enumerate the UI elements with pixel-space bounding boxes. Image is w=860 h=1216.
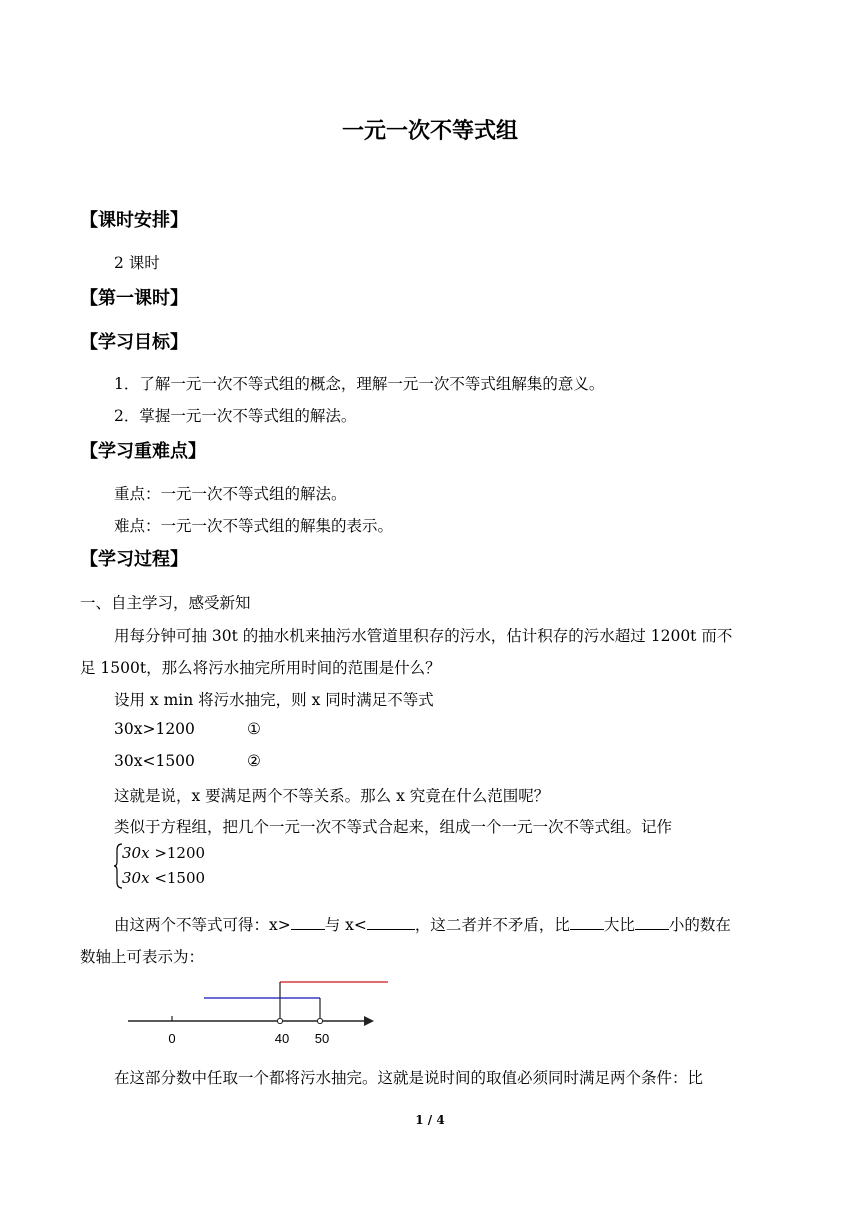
system-line-2-rest: <1500 (149, 869, 206, 887)
document-title: 一元一次不等式组 (341, 119, 518, 144)
p5-part-d: 大比 (603, 916, 635, 934)
label-40: 40 (274, 1031, 290, 1046)
system-line-2 (122, 869, 205, 887)
inequality-1-mark: ① (247, 720, 261, 738)
answer-blank-2[interactable] (367, 915, 415, 930)
p5-part-c: ，这二者并不矛盾，比 (414, 916, 570, 934)
system-line-2-term: 30x (122, 869, 150, 887)
system-line-1-rest: >1200 (149, 844, 206, 862)
heading-keypoints: 【学习重难点】 (80, 441, 206, 462)
axis-arrow-icon (364, 1016, 374, 1026)
heading-lesson-one: 【第一课时】 (80, 288, 188, 309)
part-one-heading: 一、自主学习，感受新知 (80, 594, 251, 612)
paragraph-1-line-1: 用每分钟可抽 30t 的抽水机来抽污水管道里积存的污水，估计积存的污水超过 1200t 而不 (114, 627, 733, 645)
key-point: 重点：一元一次不等式组的解法。 (114, 485, 347, 503)
inequality-1: 30x>1200 (114, 720, 195, 738)
difficult-point: 难点：一元一次不等式组的解集的表示。 (114, 517, 394, 535)
inequality-system (114, 842, 234, 890)
inequality-2: 30x<1500 (114, 752, 195, 770)
p5-part-b: 与 x< (324, 916, 367, 934)
heading-schedule: 【课时安排】 (80, 210, 188, 231)
answer-blank-4[interactable] (635, 915, 669, 930)
open-point-40 (277, 1018, 282, 1023)
paragraph-5-line-1 (114, 913, 731, 935)
goal-item-1: 1．了解一元一次不等式组的概念，理解一元一次不等式组解集的意义。 (114, 375, 605, 393)
goal-item-2: 2．掌握一元一次不等式组的解法。 (114, 407, 357, 425)
paragraph-1-line-2: 足 1500t，那么将污水抽完所用时间的范围是什么？ (80, 659, 441, 677)
p5-part-a: 由这两个不等式可得：x> (114, 916, 291, 934)
label-50: 50 (314, 1031, 330, 1046)
system-line-1-term: 30x (122, 844, 150, 862)
answer-blank-3[interactable] (570, 915, 604, 930)
answer-blank-1[interactable] (291, 915, 325, 930)
paragraph-2: 设用 x min 将污水抽完，则 x 同时满足不等式 (114, 691, 434, 709)
page-number: 1 / 4 (415, 1113, 445, 1127)
paragraph-3: 这就是说，x 要满足两个不等关系。那么 x 究竟在什么范围呢？ (114, 787, 550, 805)
open-point-50 (317, 1018, 322, 1023)
heading-process: 【学习过程】 (80, 549, 188, 570)
heading-goals: 【学习目标】 (80, 332, 188, 353)
system-line-1 (122, 844, 205, 862)
p5-part-e: 小的数在 (668, 916, 731, 934)
schedule-text: 2 课时 (114, 254, 160, 272)
number-line-svg (120, 970, 400, 1050)
paragraph-5-line-2: 数轴上可表示为： (80, 948, 205, 966)
paragraph-4: 类似于方程组，把几个一元一次不等式合起来，组成一个一元一次不等式组。记作 (114, 818, 673, 836)
inequality-2-mark: ② (247, 752, 261, 770)
paragraph-6: 在这部分数中任取一个都将污水抽完。这就是说时间的取值必须同时满足两个条件：比 (114, 1069, 704, 1087)
label-0: 0 (168, 1031, 176, 1046)
number-line-figure (120, 970, 400, 1050)
